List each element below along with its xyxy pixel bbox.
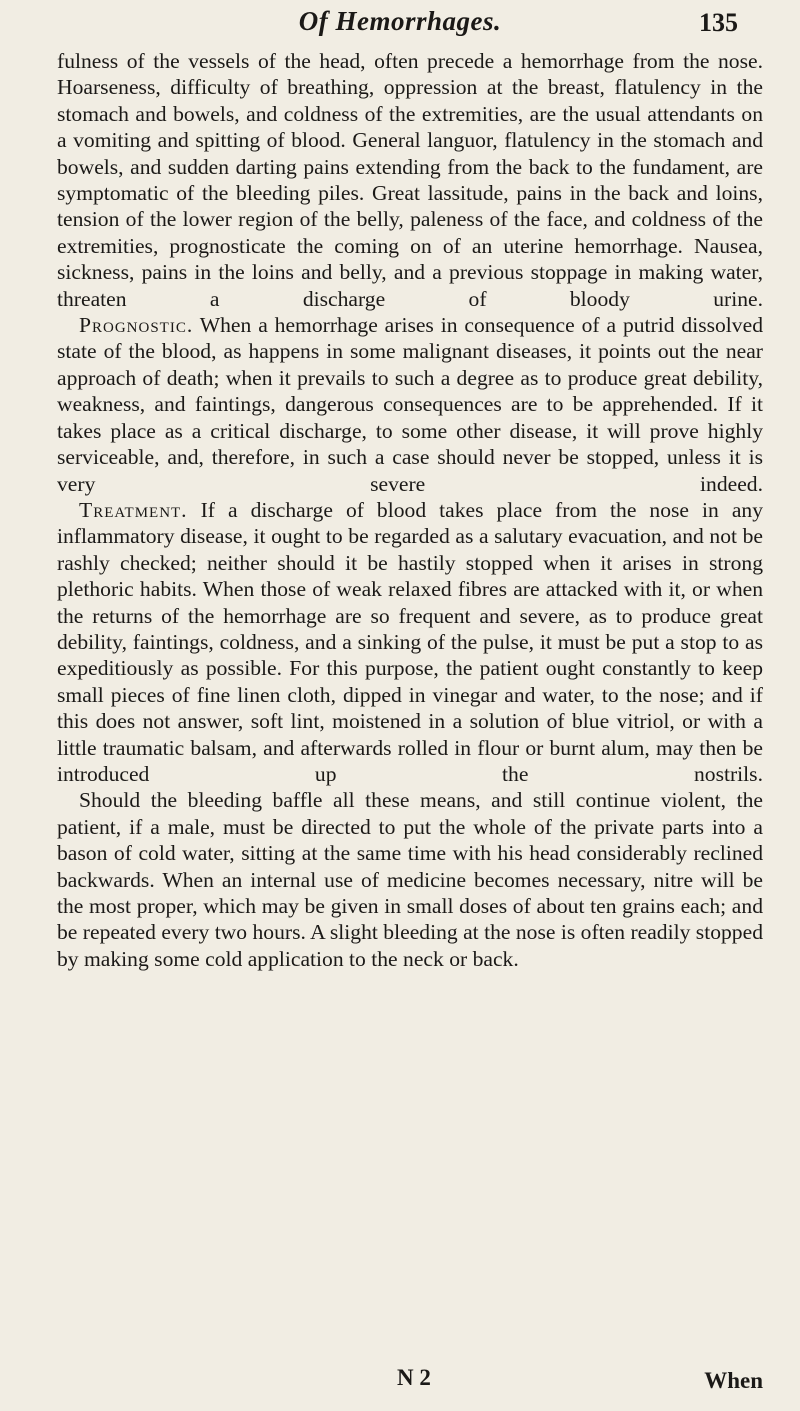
page-number: 135 [699, 8, 738, 37]
section-heading-treatment: Treatment. [79, 497, 188, 522]
catchword: When [704, 1368, 763, 1393]
paragraph-prognostic [57, 312, 763, 497]
body-text [57, 48, 763, 972]
page-footer [57, 1365, 763, 1397]
paragraph-text: Should the bleeding baffle all these means, and still continue violent, the patient, if a male, must be directed to put the whole of the private parts into a bason of cold water, sitting at the same time with his head considerably reclined backwards. When an internal use of medicine becomes necessary, nitre will be the most proper, which may be given in small doses of about ten grains each; and be repeated every two hours. A slight bleeding at the nose is often readily stopped by making some cold application to the neck or back. [57, 788, 763, 971]
paragraph-text: If a discharge of blood takes place from the nose in any inflammatory disease, it ought to be regarded as a salutary evacuation, and not be rashly checked; neither should it be hastily stopped when it arises in strong plethoric habits. When those of weak relaxed fibres are attacked with it, or when the returns of the hemorrhage are so frequent and severe, as to produce great debility, faintings, coldness, and a sinking of the pulse, it must be put a stop to as expeditiously as possible. For this purpose, the patient ought constantly to keep small pieces of fine linen cloth, dipped in vinegar and water, to the nose; and if this does not answer, soft lint, moistened in a solution of blue vitriol, or with a little traumatic balsam, and afterwards rolled in flour or burnt alum, may then be introduced up the nostrils. [57, 497, 763, 786]
paragraph-text: When a hemorrhage arises in consequence of a putrid dissolved state of the blood, as happens in some malignant diseases, it points out the near approach of death; when it prevails to such a degree as to produce great debility, weakness, and faintings, dangerous consequences are to be apprehended. If it takes place as a critical discharge, to some other disease, it will prove highly serviceable, and, therefore, in such a case should never be stopped, unless it is very severe indeed. [57, 313, 763, 496]
section-heading-prognostic: Prognostic. [79, 313, 194, 338]
running-title: Of Hemorrhages. [298, 6, 502, 36]
page-header [40, 6, 760, 42]
paragraph-treatment [57, 497, 763, 787]
paragraph-should [57, 787, 763, 972]
paragraph-text: fulness of the vessels of the head, often precede a hemorrhage from the nose. Hoarseness, difficulty of breathing, oppression at the breast, flatulency in the stomach and bowels, and coldness of the extremities, are the usual attendants on a vomiting and spitting of blood. General languor, flatulency in the stomach and bowels, and sudden darting pains extending from the back to the fundament, are symptomatic of the bleeding piles. Great lassitude, pains in the back and loins, tension of the lower region of the belly, paleness of the face, and coldness of the extremities, prognosticate the coming on of an uterine hemorrhage. Nausea, sickness, pains in the loins and belly, and a previous stoppage in making water, threaten a discharge of bloody urine. [57, 49, 763, 311]
signature-mark: N 2 [397, 1365, 431, 1390]
paragraph-intro [57, 48, 763, 312]
